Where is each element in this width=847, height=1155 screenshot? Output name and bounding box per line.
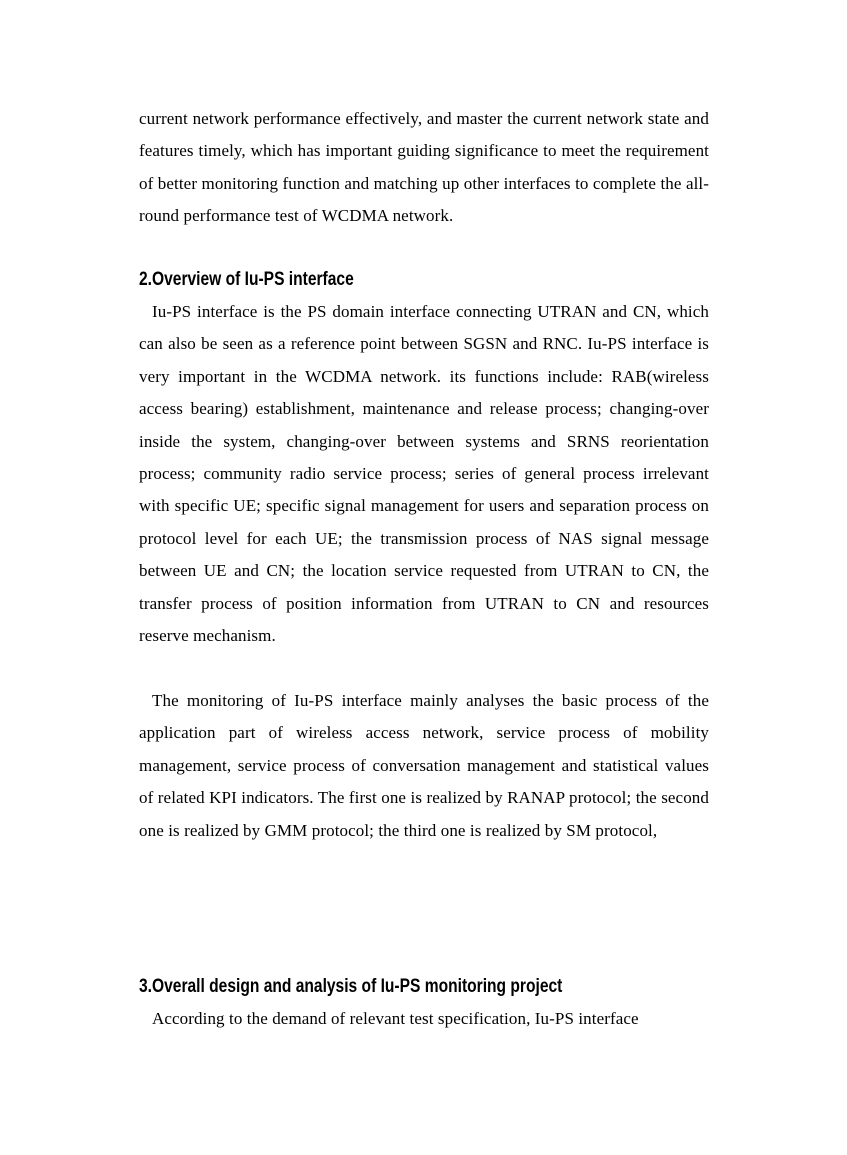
section-3-paragraph-1: According to the demand of relevant test specification, Iu-PS interface [152,1009,639,1028]
continuation-paragraph: current network performance effectively, and master the current network state and features timely, which has important guiding significance to meet the requirement of better monitoring function and matching up other interfaces to complete the all-round performance test of WCDMA network. [139,109,709,226]
section-3-heading: 3.Overall design and analysis of Iu-PS monitoring project [139,976,563,997]
section-2-heading: 2.Overview of Iu-PS interface [139,269,354,290]
section-2-paragraph-1: Iu-PS interface is the PS domain interface connecting UTRAN and CN, which can also be seen as a reference point between SGSN and RNC. Iu-PS interface is very important in the WCDMA network. its functions include: RAB(wireless access bearing) establishment, maintenance and release process; changing-over inside the system, changing-over between systems and SRNS reorientation process; community radio service process; series of general process irrelevant with specific UE; specific signal management for users and separation process on protocol level for each UE; the transmission process of NAS signal message between UE and CN; the location service requested from UTRAN to CN, the transfer process of position information from UTRAN to CN and resources reserve mechanism. [139,302,709,646]
section-2-paragraph-2: The monitoring of Iu-PS interface mainly analyses the basic process of the application part of wireless access network, service process of mobility management, service process of conversation management and statistical values of related KPI indicators. The first one is realized by RANAP protocol; the second one is realized by GMM protocol; the third one is realized by SM protocol, [139,691,709,840]
